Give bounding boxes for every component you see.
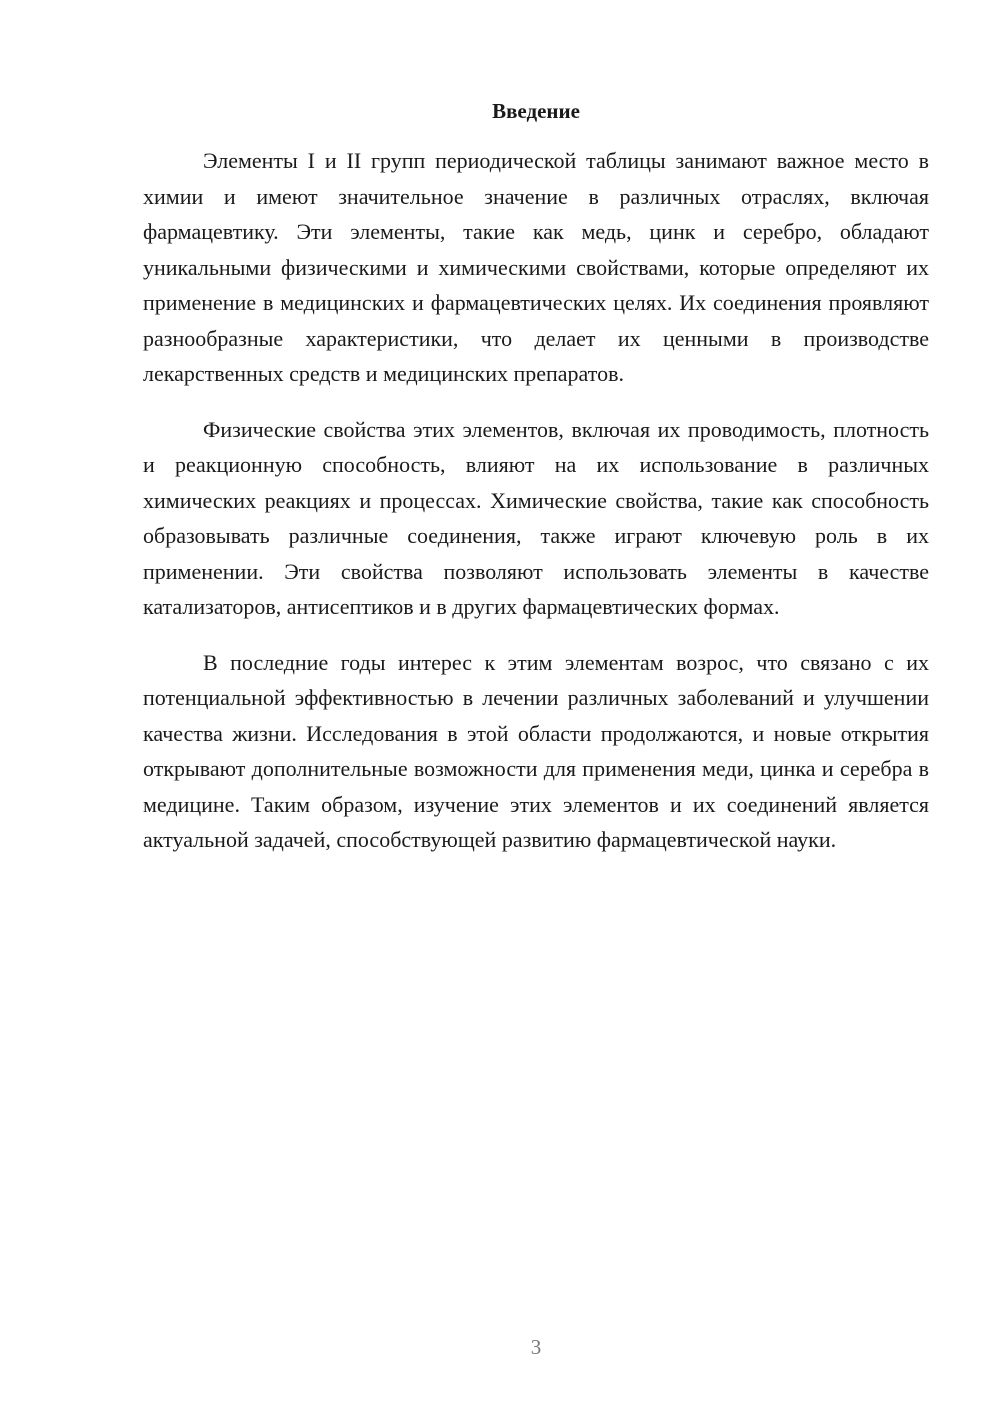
paragraph-3: В последние годы интерес к этим элементам возрос, что связано с их потенциальной эффективностью в лечении различных заболеваний и улучшении качества жизни. Исследования в этой области продолжаются, и новые открытия открывают дополнительные возможности для применения меди, цинка и серебра в медицине. Таким образом, изучение этих элементов и их соединений является актуальной задачей, способствующей развитию фармацевтической науки.: [143, 649, 929, 852]
paragraph-2: Физические свойства этих элементов, включая их проводимость, плотность и реакционную способность, влияют на их использование в различных химических реакциях и процессах. Химические свойства, такие как способность образовывать различные соединения, также играют ключевую роль в их применении. Эти свойства позволяют использовать элементы в качестве катализаторов, антисептиков и в других фармацевтических формах.: [143, 416, 929, 619]
section-title: Введение: [492, 99, 580, 123]
paragraph-1: Элементы I и II групп периодической таблицы занимают важное место в химии и имеют значительное значение в различных отраслях, включая фармацевтику. Эти элементы, такие как медь, цинк и серебро, обладают уникальными физическими и химическими свойствами, которые определяют их применение в медицинских и фармацевтических целях. Их соединения проявляют разнообразные характеристики, что делает их ценными в производстве лекарственных средств и медицинских препаратов.: [143, 148, 929, 386]
page-number: 3: [530, 1335, 542, 1359]
body-text: [143, 143, 929, 858]
